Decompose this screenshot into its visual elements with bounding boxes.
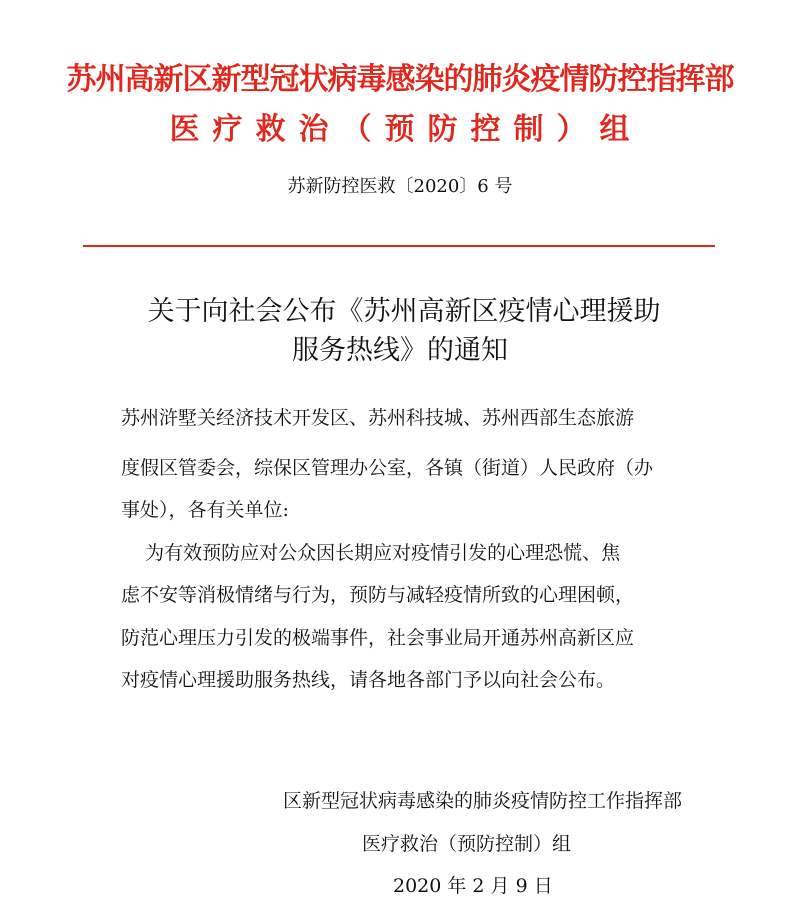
body-line-1: 苏州浒墅关经济技术开发区、苏州科技城、苏州西部生态旅游: [121, 407, 635, 429]
signature-date: 2020 年 2 月 9 日: [393, 875, 553, 897]
body-line-4: 为有效预防应对公众因长期应对疫情引发的心理恐慌、焦: [121, 542, 621, 564]
issuing-authority-line1: 苏州高新区新型冠状病毒感染的肺炎疫情防控指挥部: [66, 62, 734, 97]
notice-title-line1: 关于向社会公布《苏州高新区疫情心理援助: [147, 296, 661, 327]
signature-group: 医疗救治（预防控制）组: [362, 833, 572, 855]
issuing-authority-line2: 医疗救治（预防控制）组: [169, 112, 643, 147]
document-number: 苏新防控医救〔2020〕6 号: [287, 176, 513, 197]
body-line-6: 防范心理压力引发的极端事件，社会事业局开通苏州高新区应: [121, 627, 635, 649]
body-line-3: 事处），各有关单位:: [121, 499, 289, 521]
body-line-7: 对疫情心理援助服务热线，请各地各部门予以向社会公布。: [121, 669, 616, 691]
body-line-5: 虑不安等消极情绪与行为，预防与减轻疫情所致的心理困顿，: [121, 584, 635, 606]
red-divider: [83, 245, 715, 247]
notice-title-line2: 服务热线》的通知: [292, 335, 508, 366]
body-line-2: 度假区管委会，综保区管理办公室，各镇（街道）人民政府（办: [121, 457, 654, 479]
signature-organization: 区新型冠状病毒感染的肺炎疫情防控工作指挥部: [283, 790, 683, 812]
